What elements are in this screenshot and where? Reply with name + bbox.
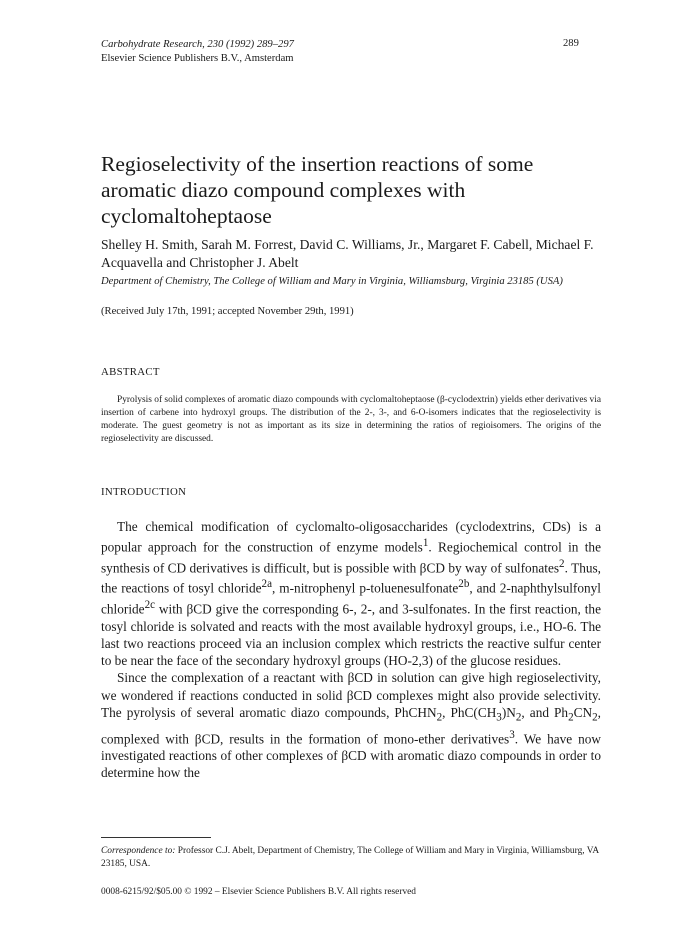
- subscript: 2: [592, 711, 598, 724]
- introduction-heading: INTRODUCTION: [101, 486, 187, 498]
- correspondence-footnote: [101, 845, 601, 871]
- text-run: Since the complexation of a reactant with βCD in solution can give high regioselectivity, we wondered if reactions conducted in solid βCD complexes might also provide selectivity. The pyrolysis of several aromatic diazo compounds, PhCHN: [101, 670, 601, 720]
- text-run: . We have now investigated reactions of other complexes of βCD with aromatic diazo compounds in order to determine how the: [101, 731, 601, 781]
- reference-marker: 2: [559, 557, 565, 570]
- publisher-line: Elsevier Science Publishers B.V., Amsterdam: [101, 53, 294, 64]
- abstract-text: Pyrolysis of solid complexes of aromatic diazo compounds with cyclomaltoheptaose (β-cyclodextrin) yields ether derivatives via insertion of carbene into hydroxyl groups. The distribution of the 2-, 3-, and 6-O-isomers indicates that the regioselectivity is moderate. The guest geometry is not as important as its size in determining the ratios of regioisomers. The origins of the regioselectivity are discussed.: [101, 395, 601, 444]
- reference-marker: 2b: [458, 578, 470, 591]
- text-run: , complexed with βCD, results in the formation of mono-ether derivatives: [101, 704, 601, 746]
- intro-paragraph-1: [101, 518, 601, 669]
- footnote-divider: [101, 837, 211, 838]
- introduction-body: [101, 518, 601, 782]
- copyright-line: 0008-6215/92/$05.00 © 1992 – Elsevier Science Publishers B.V. All rights reserved: [101, 887, 416, 897]
- text-run: )N: [501, 704, 516, 720]
- journal-citation: [101, 38, 294, 66]
- subscript: 2: [515, 711, 522, 724]
- footnote-text: Professor C.J. Abelt, Department of Chemistry, The College of William and Mary in Virginia, Williamsburg, VA 23185, USA.: [101, 846, 599, 869]
- page-number: 289: [563, 38, 579, 49]
- reference-marker: 1: [422, 537, 429, 550]
- article-title: Regioselectivity of the insertion reactions of some aromatic diazo compound complexes with cyclomaltoheptaose: [101, 152, 534, 228]
- footnote-label: Correspondence to:: [101, 846, 176, 856]
- abstract-heading: ABSTRACT: [101, 366, 160, 378]
- intro-paragraph-2: [101, 669, 601, 781]
- text-run: , and Ph: [521, 704, 569, 720]
- text-run: CN: [573, 704, 593, 720]
- reference-marker: 2c: [144, 599, 156, 612]
- reference-marker: 3: [509, 728, 515, 741]
- text-run: , and 2-naphthylsulfonyl chloride: [101, 580, 601, 617]
- subscript: 3: [496, 711, 502, 724]
- text-run: , m-nitrophenyl p-toluenesulfonate: [272, 580, 459, 596]
- text-run: . Thus, the reactions of tosyl chloride: [101, 560, 601, 596]
- reference-marker: 2a: [261, 578, 273, 591]
- received-dates: (Received July 17th, 1991; accepted November 29th, 1991): [101, 306, 354, 317]
- text-run: The chemical modification of cyclomalto-oligosaccharides (cyclodextrins, CDs) is a popular approach for the construction of enzyme models: [101, 519, 601, 555]
- journal-name-line: Carbohydrate Research, 230 (1992) 289–297: [101, 39, 294, 50]
- subscript: 2: [436, 711, 443, 724]
- subscript: 2: [568, 711, 574, 724]
- text-run: . Regiochemical control in the synthesis of CD derivatives is difficult, but is possible with βCD by way of sulfonates: [101, 539, 601, 576]
- affiliation: Department of Chemistry, The College of William and Mary in Virginia, Williamsburg, Virginia 23185 (USA): [101, 276, 563, 287]
- text-run: , PhC(CH: [442, 704, 497, 720]
- author-list: Shelley H. Smith, Sarah M. Forrest, David C. Williams, Jr., Margaret F. Cabell, Michael F. Acquavella and Christopher J. Abelt: [101, 237, 594, 270]
- text-run: with βCD give the corresponding 6-, 2-, and 3-sulfonates. In the first reaction, the tosyl chloride is solvated and reacts with the most available hydroxyl groups, i.e., HO-6. The last two reactions proceed via an inclusion complex which restricts the reactive sulfur center to be near the face of the secondary hydroxyl groups (HO-2,3) of the glucose residues.: [101, 601, 601, 669]
